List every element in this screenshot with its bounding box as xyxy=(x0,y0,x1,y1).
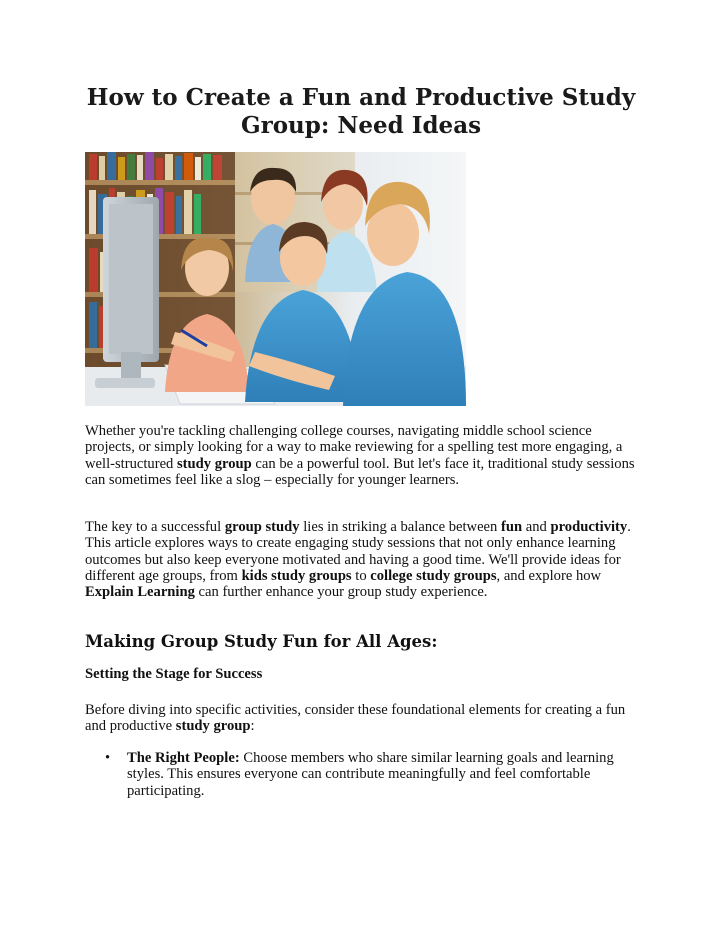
students-study-photo xyxy=(85,152,466,406)
foundations-list xyxy=(85,750,637,799)
list-item: • The Right People: Choose members who share similar learning goals and learning styles. This ensures everyone can contribute meaningfully and feel comfortable participating. xyxy=(105,750,614,799)
bullet-icon: • xyxy=(105,750,111,766)
hero-image xyxy=(85,152,466,406)
page-title: How to Create a Fun and Productive Study Group: Need Ideas xyxy=(86,84,636,139)
subheading: Setting the Stage for Success xyxy=(85,666,263,682)
section-heading: Making Group Study Fun for All Ages: xyxy=(85,632,438,651)
keyword-explain-learning: Explain Learning xyxy=(85,584,195,601)
key-paragraph: The key to a successful group study lies in striking a balance between fun and productivity. This article explores ways to create engaging study sessions that not only enhance learning outcomes but also keep everyone motivated and having a good time. We'll provide ideas for different age groups, from kids study groups to college study groups, and explore how Explain Learning can further enhance your group study experience. xyxy=(85,519,631,601)
keyword-study-group: study group xyxy=(177,455,252,472)
intro-paragraph: Whether you're tackling challenging college courses, navigating middle school science projects, or simply looking for a way to make reviewing for a spelling test more engaging, a well-structured study group can be a powerful tool. But let's face it, traditional study sessions can sometimes feel like a slog – especially for younger learners. xyxy=(85,423,635,488)
foundations-paragraph: Before diving into specific activities, consider these foundational elements for creating a fun and productive study group: xyxy=(85,702,626,735)
